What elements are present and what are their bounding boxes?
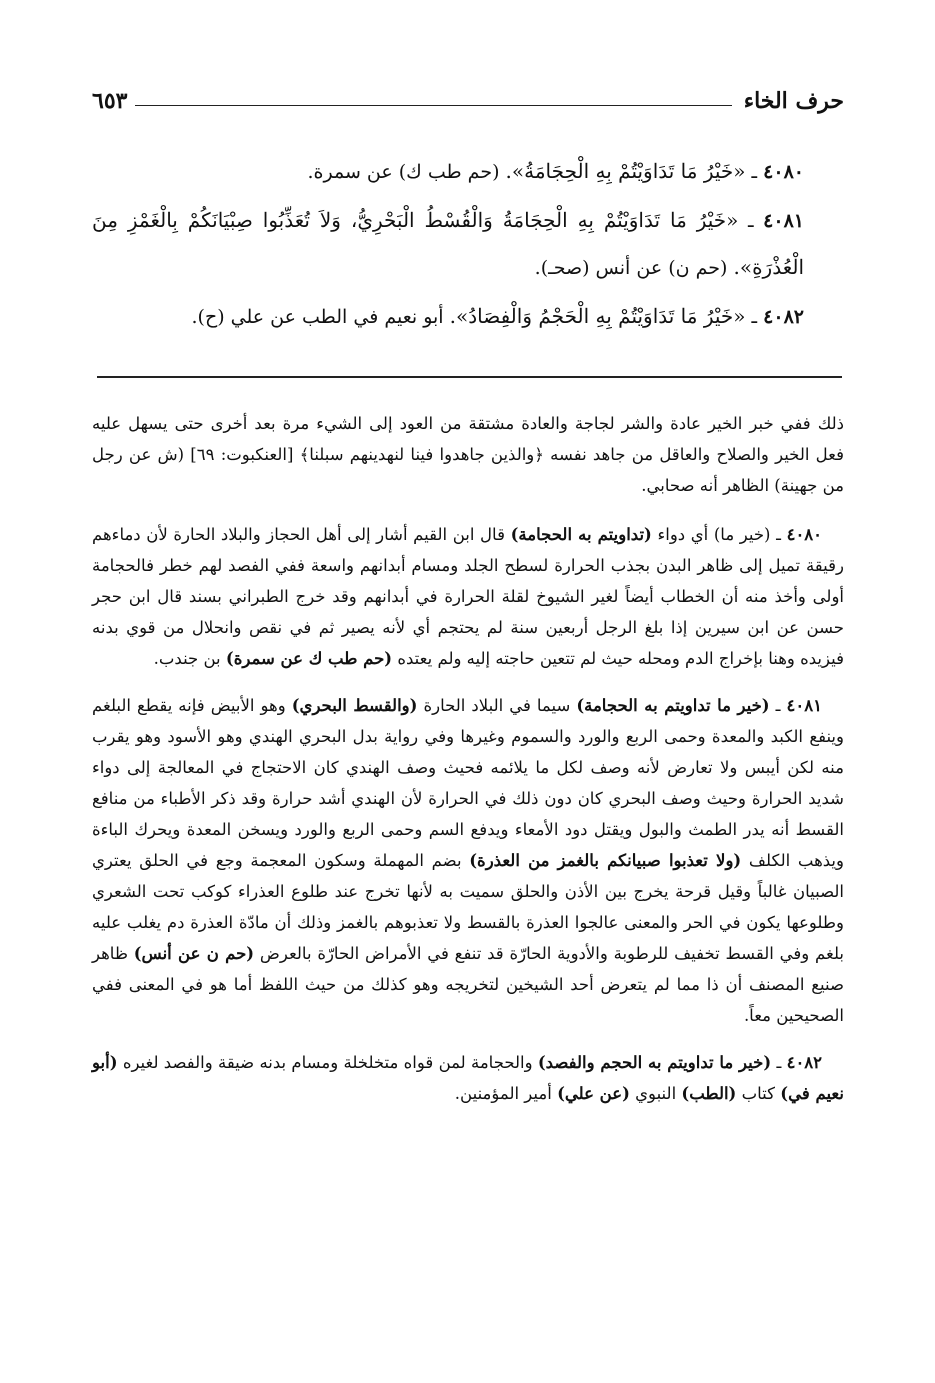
running-head [92, 70, 844, 114]
hadith-text: «خَيْرُ مَا تَدَاوَيْتُمْ بِهِ الْحَجْمُ وَالْفِصَادُ». [449, 304, 746, 328]
commentary-body: سيما في البلاد الحارة [423, 696, 571, 715]
hadith-text: «خَيْرُ مَا تَدَاوَيْتُمْ بِهِ الْحِجَامَةُ وَالْقُسْطُ الْبَحْرِيُّ، وَلاَ تُعَذِّبُوا صِبْيَانَكُمْ بِالْغَمْزِ مِنَ الْعُذْرَةِ». [92, 208, 804, 279]
commentary [92, 408, 844, 1109]
hadith-entry: ٤٠٨٢ ـ «خَيْرُ مَا تَدَاوَيْتُمْ بِهِ الْحَجْمُ وَالْفِصَادُ». أبو نعيم في الطب عن علي (ح). [191, 304, 804, 328]
commentary-keyword: (خير ما تداويتم به الحجامة) [576, 696, 770, 715]
commentary-tail: أمير المؤمنين. [454, 1084, 552, 1103]
commentary-tail: ظاهر صنيع المصنف أن ذا مما لم يتعرض أحد الشيخين لتخريجه وهو كذلك من حيث اللفظ أما هو في المعنى ففي الصحيحين معاً. [92, 944, 844, 1025]
commentary-keyword: (حم ن عن أنس) [133, 944, 255, 963]
commentary-body: النبوي [635, 1084, 677, 1103]
hadith-number: ٤٠٨٠ [763, 161, 804, 183]
commentary-body: قال ابن القيم أشار إلى أهل الحجاز والبلاد الحارة لأن دماءهم رقيقة تميل إلى ظاهر البدن بجذب الحرارة لسطح الجلد ومسام أبدانهم واسعة ففي الفصد لهم خطر فالحجامة أولى وأخذ منه أن الخطاب أيضاً لغير الشيوخ لقلة الحرارة في أبدانهم وقد خرج الطبراني بسند قال ابن حجر حسن عن ابن سيرين إذا بلغ الرجل أربعين سنة لم يحتجم أي لأنه يصير ثم في نقص وانحلال من قوي بدنه فيزيده وهنا بإخراج الدم ومحله حيث لم تتعين حاجته إليه ولم يعتده [92, 525, 844, 668]
commentary-keyword: (الطب) [681, 1084, 737, 1103]
commentary-intro: ذلك ففي خبر الخير عادة والشر لجاجة والعادة مشتقة من العود إلى الشيء مرة بعد أخرى حتى يسهل عليه فعل الخير والصلاح والعاقل من جاهد نفسه ﴿والذين جاهدوا فينا لنهدينهم سبلنا﴾ [العنكبوت: ٦٩] (ش عن رجل من جهينة) الظاهر أنه صحابي. [92, 414, 844, 495]
hadith-source: أبو نعيم في الطب عن علي (ح). [191, 306, 444, 328]
hadith-text: «خَيْرُ مَا تَدَاوَيْتُمْ بِهِ الْحِجَامَةُ». [505, 159, 746, 183]
commentary-4082 [92, 1047, 844, 1109]
hadith-entry: ٤٠٨١ ـ «خَيْرُ مَا تَدَاوَيْتُمْ بِهِ الْحِجَامَةُ وَالْقُسْطُ الْبَحْرِيُّ، وَلاَ تُعَذِّبُوا صِبْيَانَكُمْ بِالْغَمْزِ مِنَ الْعُذْرَةِ». (حم ن) عن أنس (صحـ). [92, 208, 804, 279]
hadith-number: ٤٠٨١ [763, 210, 804, 232]
commentary-number: ٤٠٨١ [786, 696, 822, 715]
page-number: ٦٥٣ [92, 88, 128, 114]
commentary-keyword: (حم طب ك عن سمرة) [225, 649, 393, 668]
commentary-4081 [92, 690, 844, 1031]
commentary-number: ٤٠٨٢ [786, 1053, 823, 1072]
commentary-keyword: (عن علي) [557, 1084, 630, 1103]
commentary-tail: بن جندب. [153, 649, 221, 668]
commentary-keyword: (خير ما تداويتم به الحجم والفصد) [537, 1053, 772, 1072]
hadith-entry: ٤٠٨٠ ـ «خَيْرُ مَا تَدَاوَيْتُمْ بِهِ الْحِجَامَةُ». (حم طب ك) عن سمرة. [307, 159, 804, 183]
hadith-list [92, 148, 844, 340]
commentary-keyword: (تداويتم به الحجامة) [510, 525, 652, 544]
commentary-keyword: (ولا تعذبوا صبيانكم بالغمز من العذرة) [469, 851, 742, 870]
hadith-number: ٤٠٨٢ [763, 306, 804, 328]
commentary-lead: ـ [776, 1053, 782, 1072]
section-divider [97, 376, 842, 378]
commentary-body: والحجامة لمن قواه متخلخلة ومسام بدنه ضيقة والفصد لغيره [122, 1053, 533, 1072]
hadith-source: (حم طب ك) عن سمرة. [307, 161, 500, 183]
commentary-body: وهو الأبيض فإنه يقطع البلغم وينفع الكبد والمعدة وحمى الربع والورد والسموم وغيرها وفي رواية بدل البحري الهندي وهو الأسود وهو يقرب منه لكن أيبس ولا تعارض لأنه وصف لكل ما يلائمه فحيث وصف الهندي كان الاحتجاج في المعالجة إلى دواء شديد الحرارة وحيث وصف البحري كان دون ذلك في الحرارة لأن الهندي أشد حرارة وقد ذكر الأطباء من منافع القسط أنه يدر الطمث والبول ويقتل دود الأمعاء ويدفع السم وحمى الربع والورد ويسخن المعدة ويحرك الباءة ويذهب الكلف [92, 696, 844, 870]
hadith-source: (حم ن) عن أنس (صحـ). [534, 257, 728, 279]
commentary-keyword: (والقسط البحري) [291, 696, 418, 715]
commentary-keyword: (أبو نعيم في) [92, 1053, 844, 1103]
commentary-lead: ـ [775, 696, 781, 715]
commentary-4080 [92, 519, 844, 674]
book-page [92, 70, 844, 1125]
header-rule [135, 105, 731, 106]
commentary-body: بضم المهملة وسكون المعجمة وجع في الحلق يعتري الصبيان غالباً وقيل قرحة يخرج بين الأذن والحلق سميت به لأنها تخرج عند طلوع العذراء كوكب تحت الشعري وطلوعها يكون في الحر والمعنى عالجوا العذرة بالقسط ولا تعذبوهم بالغمز وذلك أن مادّة العذرة دم يغلب عليه بلغم وفي القسط تخفيف للرطوبة والأدوية الحارّة قد تنفع في الأمراض الحارّة بالعرض [92, 851, 845, 963]
commentary-body: كتاب [741, 1084, 776, 1103]
commentary-number: ٤٠٨٠ [786, 525, 823, 544]
commentary-lead: ـ (خير ما) أي دواء [657, 525, 781, 544]
chapter-title: حرف الخاء [743, 88, 844, 114]
